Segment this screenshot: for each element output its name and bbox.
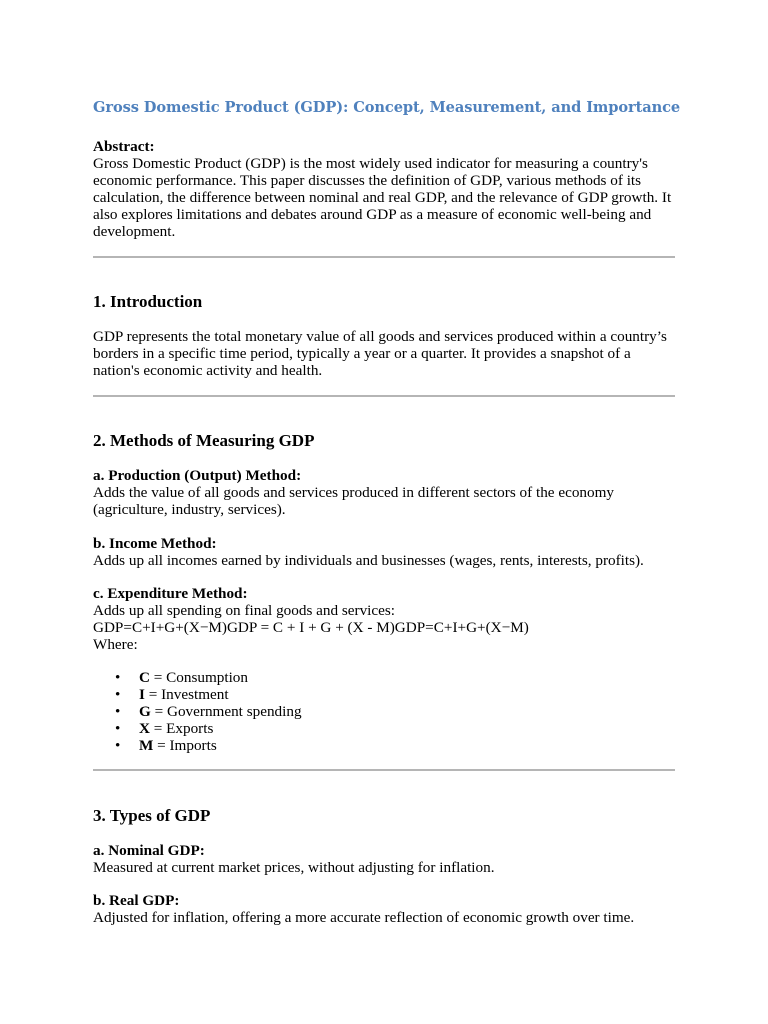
list-item bbox=[93, 737, 302, 754]
expenditure-method-text: Adds up all spending on final goods and services: bbox=[93, 602, 396, 619]
term-meaning: = Imports bbox=[153, 737, 217, 754]
section-heading-types: 3. Types of GDP bbox=[93, 806, 211, 825]
income-method bbox=[93, 535, 675, 569]
income-method-label: b. Income Method: bbox=[93, 535, 217, 552]
production-method-text: Adds the value of all goods and services produced in different sectors of the economy (agriculture, industry, services). bbox=[93, 484, 615, 518]
formula-where-label: Where: bbox=[93, 636, 138, 653]
income-method-text: Adds up all incomes earned by individuals and businesses (wages, rents, interests, profits). bbox=[93, 552, 644, 569]
term-symbol: G bbox=[139, 703, 151, 720]
section-heading-introduction: 1. Introduction bbox=[93, 292, 203, 311]
bullet-icon: • bbox=[115, 720, 121, 737]
formula-terms-list bbox=[93, 669, 302, 754]
list-item bbox=[93, 669, 302, 686]
abstract-section bbox=[93, 138, 675, 240]
bullet-icon: • bbox=[115, 669, 121, 686]
term-symbol: C bbox=[139, 669, 150, 686]
term-meaning: = Government spending bbox=[150, 703, 302, 720]
introduction-text: GDP represents the total monetary value of all goods and services produced within a country’s borders in a specific time period, typically a year or a quarter. It provides a snapshot of a nation's economic activity and health. bbox=[93, 328, 667, 379]
real-gdp-text: Adjusted for inflation, offering a more accurate reflection of economic growth over time. bbox=[93, 909, 635, 926]
bullet-icon: • bbox=[115, 737, 121, 754]
expenditure-method-label: c. Expenditure Method: bbox=[93, 585, 248, 602]
abstract-text: Gross Domestic Product (GDP) is the most widely used indicator for measuring a country's economic performance. This paper discusses the definition of GDP, various methods of its calculation, the difference between nominal and real GDP, and the relevance of GDP growth. It also explores limitations and debates around GDP as a measure of economic well-being and development. bbox=[93, 155, 672, 240]
section-divider bbox=[93, 395, 675, 397]
document-title: Gross Domestic Product (GDP): Concept, Measurement, and Importance bbox=[93, 99, 681, 116]
term-meaning: = Investment bbox=[144, 686, 229, 703]
introduction-section bbox=[93, 328, 675, 379]
gdp-formula: GDP=C+I+G+(X−M)GDP = C + I + G + (X - M)GDP=C+I+G+(X−M) bbox=[93, 619, 529, 636]
production-method bbox=[93, 467, 675, 518]
term-meaning: = Consumption bbox=[149, 669, 248, 686]
production-method-label: a. Production (Output) Method: bbox=[93, 467, 302, 484]
list-item bbox=[93, 703, 302, 720]
term-meaning: = Exports bbox=[149, 720, 214, 737]
real-gdp bbox=[93, 892, 675, 926]
bullet-icon: • bbox=[115, 703, 121, 720]
bullet-icon: • bbox=[115, 686, 121, 703]
nominal-gdp-label: a. Nominal GDP: bbox=[93, 842, 205, 859]
term-symbol: X bbox=[139, 720, 150, 737]
abstract-label: Abstract: bbox=[93, 138, 155, 155]
nominal-gdp bbox=[93, 842, 675, 876]
section-heading-methods: 2. Methods of Measuring GDP bbox=[93, 431, 315, 450]
expenditure-method bbox=[93, 585, 675, 653]
term-symbol: M bbox=[139, 737, 154, 754]
nominal-gdp-text: Measured at current market prices, without adjusting for inflation. bbox=[93, 859, 495, 876]
list-item bbox=[93, 720, 302, 737]
term-symbol: I bbox=[139, 686, 145, 703]
section-divider bbox=[93, 769, 675, 771]
real-gdp-label: b. Real GDP: bbox=[93, 892, 180, 909]
list-item bbox=[93, 686, 302, 703]
section-divider bbox=[93, 256, 675, 258]
